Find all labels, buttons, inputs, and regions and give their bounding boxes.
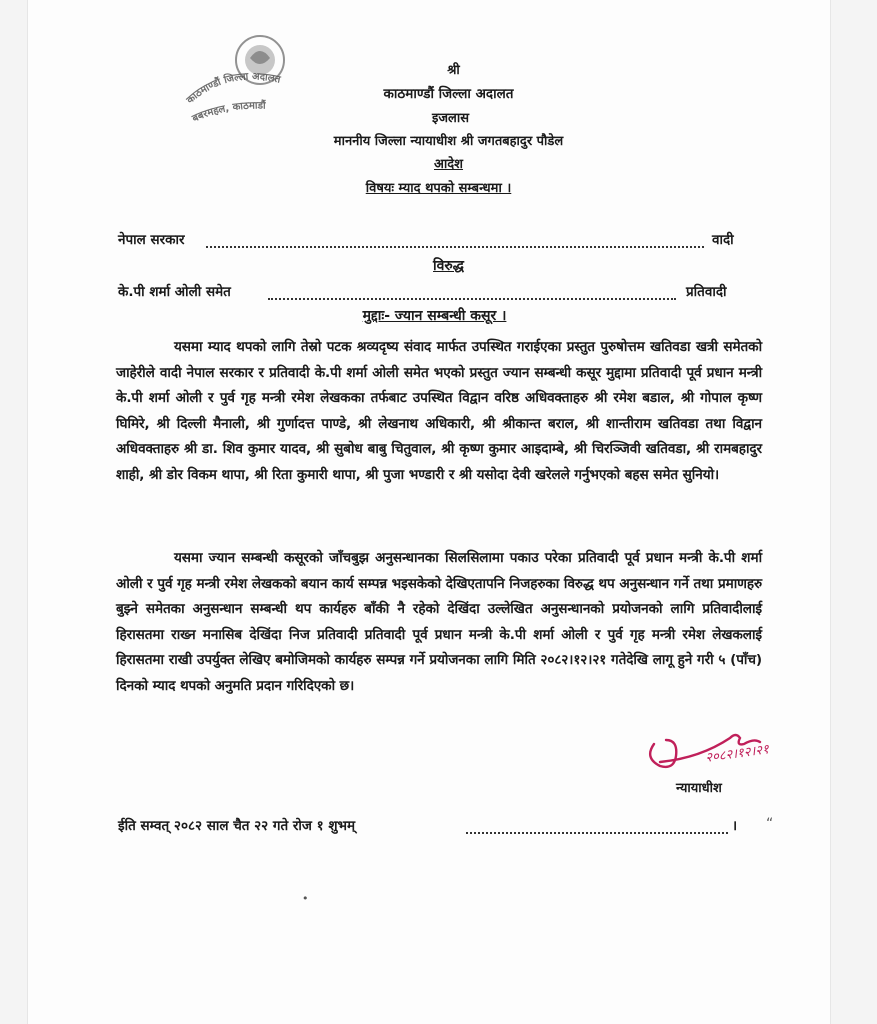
seal-text-bottom: बबरमहल, काठमाडौं: [190, 100, 266, 125]
seal-text-top: काठमाण्डौं जिल्ला अदालत: [184, 71, 282, 107]
signature-date: २०८२।१२।२१: [704, 742, 770, 766]
order-title: आदेश: [433, 157, 464, 172]
case-line: [0, 306, 873, 325]
paragraph-1-text: यसमा म्याद थपको लागि तेस्रो पटक श्रव्यदृष्य संवाद मार्फत उपस्थित गराईएका प्रस्तुत पुरुषोत्तम खतिवडा खत्री समेतको जाहेरीले वादी नेपाल सरकार र प्रतिवादी के.पी शर्मा ओली समेत भएको प्रस्तुत ज्यान सम्बन्धी कसूर मुद्दामा प्रतिवादी पूर्व प्रधान मन्त्री के.पी शर्मा ओली र पुर्व गृह मन्त्री रमेश लेखकका तर्फबाट उपस्थित विद्वान वरिष्ठ अधिवक्ताहरु श्री रमेश बडाल, श्री गोपाल कृष्ण घिमिरे, श्री दिल्ली मैनाली, श्री गुर्णादत्त पाण्डे, श्री लेखनाथ अधिकारी, श्री श्रीकान्त बराल, श्री शान्तीराम खतिवडा तथा विद्वान अधिवक्ताहरु श्री डा. शिव कुमार यादव, श्री सुबोध बाबु चितुवाल, श्री कृष्ण कुमार आइदाम्बे, श्री चिरञ्जिवी खतिवडा, श्री रामबहादुर शाही, श्री डोर विकम थापा, श्री रिता कुमारी थापा, श्री पुजा भण्डारी र श्री यसोदा देवी खरेलले गर्नुभएको बहस समेत सुनियो।: [116, 339, 762, 483]
subject-line: [0, 178, 877, 196]
defendant-dotted-line: [268, 298, 676, 300]
paragraph-2: [116, 546, 762, 699]
judge-signature: [640, 722, 840, 782]
defendant-role: प्रतिवादी: [686, 284, 727, 300]
versus-label: विरुद्ध: [433, 258, 464, 274]
header-shree: श्री: [447, 63, 460, 78]
footer-dotted-line: [466, 832, 728, 834]
paragraph-1: [116, 335, 762, 488]
paragraph-2-text: यसमा ज्यान सम्बन्धी कसूरको जाँचबुझ अनुसन्धानका सिलसिलामा पकाउ परेका प्रतिवादी पूर्व प्रधान मन्त्री के.पी शर्मा ओली र पुर्व गृह मन्त्री रमेश लेखकको बयान कार्य सम्पन्न भइसकेको देखिएतापनि निजहरुका विरुद्ध थप अनुसन्धान गर्ने तथा प्रमाणहरु बुझ्ने समेतका अनुसन्धान सम्बन्धी थप कार्यहरु बाँकी नै रहेको देखिंदा उल्लेखित अनुसन्धानको प्रयोजनको लागि प्रतिवादीलाई हिरासतमा राख्न मनासिब देखिंदा निज प्रतिवादी प्रतिवादी पूर्व प्रधान मन्त्री के.पी शर्मा ओली र पुर्व गृह मन्त्री रमेश लेखकलाई हिरासतमा राखी उपर्युक्त लेखिए बमोजिमको कार्यहरु सम्पन्न गर्ने प्रयोजनका लागि मिति २०८२।१२।२१ गतेदेखि लागू हुने गरी ५ (पाँच) दिनको म्याद थपको अनुमति प्रदान गरिदिएको छ।: [116, 550, 762, 694]
ijlas-label: इजलास: [432, 111, 469, 126]
subject-text: विषयः म्याद थपको सम्बन्धमा ।: [365, 181, 512, 196]
plaintiff-role: वादी: [712, 232, 734, 248]
judge-name: माननीय जिल्ला न्यायाधीश श्री जगतबहादुर पौडेल: [333, 134, 564, 149]
signer-title: न्यायाधीश: [676, 781, 722, 796]
pen-mark: “: [766, 816, 774, 832]
footer-date-line: ईति सम्वत् २०८२ साल चैत २२ गते रोज १ शुभम्: [118, 818, 356, 834]
defendant-name: के.पी शर्मा ओली समेत: [118, 284, 231, 300]
footer-end-mark: ।: [732, 818, 738, 834]
court-name: काठमाण्डौं जिल्ला अदालत: [383, 86, 514, 102]
plaintiff-name: नेपाल सरकार: [118, 232, 185, 248]
case-title: मुद्दाः- ज्यान सम्बन्धी कसूर ।: [362, 308, 507, 324]
plaintiff-dotted-line: [206, 246, 704, 248]
speck-mark: •: [302, 892, 309, 905]
